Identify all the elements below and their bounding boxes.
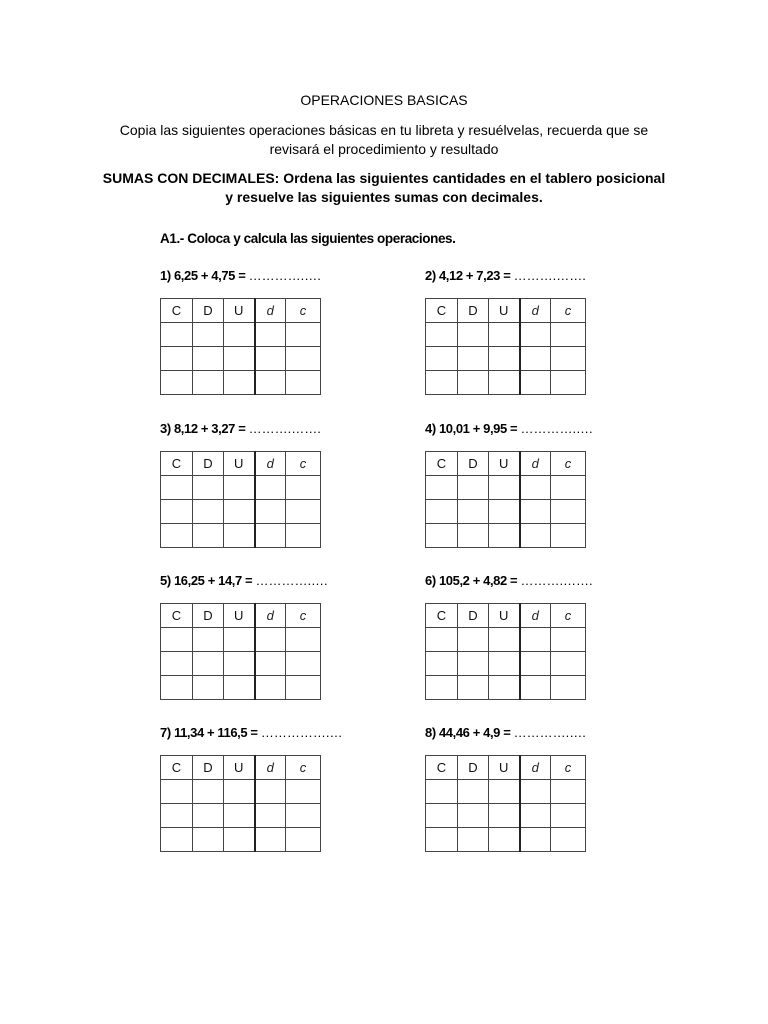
column-header-c: c [286, 756, 321, 780]
place-value-table [425, 451, 586, 548]
answer-cell[interactable] [224, 676, 255, 700]
column-header-C: C [426, 604, 458, 628]
operation-text: 6) 105,2 + 4,82 = [425, 573, 521, 588]
operation-label [160, 725, 342, 741]
column-header-c: c [286, 299, 321, 323]
answer-cell[interactable] [161, 323, 193, 347]
answer-cell[interactable] [193, 500, 224, 524]
exercise-4 [425, 421, 593, 548]
column-header-c: c [551, 604, 586, 628]
column-header-c: c [286, 604, 321, 628]
operation-text: 4) 10,01 + 9,95 = [425, 421, 521, 436]
answer-row [426, 652, 586, 676]
answer-cell[interactable] [224, 628, 255, 652]
answer-cell[interactable] [255, 524, 286, 548]
column-header-C: C [161, 756, 193, 780]
answer-cell[interactable] [193, 804, 224, 828]
answer-cell[interactable] [551, 347, 586, 371]
answer-cell[interactable] [426, 676, 458, 700]
answer-cell[interactable] [426, 828, 458, 852]
operation-label [425, 573, 593, 589]
answer-cell[interactable] [286, 323, 321, 347]
column-header-D: D [193, 452, 224, 476]
column-header-U: U [224, 756, 255, 780]
answer-cell[interactable] [489, 347, 520, 371]
answer-cell[interactable] [520, 347, 551, 371]
column-header-c: c [551, 299, 586, 323]
answer-cell[interactable] [551, 804, 586, 828]
answer-row [426, 347, 586, 371]
section-heading: SUMAS CON DECIMALES: Ordena las siguientes cantidades en el tablero posicional y resuelve las siguientes sumas con decimales. [102, 170, 666, 205]
column-header-C: C [426, 299, 458, 323]
answer-cell[interactable] [458, 780, 489, 804]
answer-cell[interactable] [161, 780, 193, 804]
answer-cell[interactable] [193, 780, 224, 804]
answer-cell[interactable] [224, 524, 255, 548]
answer-cell[interactable] [193, 828, 224, 852]
column-header-D: D [193, 756, 224, 780]
answer-cell[interactable] [458, 500, 489, 524]
answer-cell[interactable] [255, 828, 286, 852]
answer-cell[interactable] [161, 828, 193, 852]
answer-row [426, 676, 586, 700]
answer-cell[interactable] [520, 323, 551, 347]
header-row [426, 452, 586, 476]
answer-row [426, 780, 586, 804]
answer-cell[interactable] [224, 476, 255, 500]
answer-cell[interactable] [286, 476, 321, 500]
answer-cell[interactable] [520, 828, 551, 852]
place-value-table [160, 603, 321, 700]
answer-cell[interactable] [255, 323, 286, 347]
column-header-U: U [224, 452, 255, 476]
header-row [426, 756, 586, 780]
operation-text: 1) 6,25 + 4,75 = [160, 268, 249, 283]
answer-cell[interactable] [520, 652, 551, 676]
answer-cell[interactable] [551, 652, 586, 676]
operation-text: 3) 8,12 + 3,27 = [160, 421, 249, 436]
place-value-table [425, 603, 586, 700]
operation-text: 7) 11,34 + 116,5 = [160, 725, 261, 740]
answer-cell[interactable] [286, 828, 321, 852]
answer-cell[interactable] [161, 371, 193, 395]
answer-cell[interactable] [286, 500, 321, 524]
answer-cell[interactable] [286, 628, 321, 652]
header-row [426, 604, 586, 628]
exercise-7 [160, 725, 342, 852]
answer-cell[interactable] [224, 371, 255, 395]
answer-cell[interactable] [520, 500, 551, 524]
header-row [161, 452, 321, 476]
answer-cell[interactable] [551, 371, 586, 395]
answer-cell[interactable] [458, 371, 489, 395]
answer-row [161, 371, 321, 395]
exercise-2 [425, 268, 586, 395]
answer-blank: ……….……. [248, 421, 321, 436]
answer-cell[interactable] [255, 500, 286, 524]
answer-cell[interactable] [458, 347, 489, 371]
answer-cell[interactable] [161, 676, 193, 700]
answer-cell[interactable] [458, 476, 489, 500]
answer-blank: ……….……. [520, 573, 593, 588]
answer-row [161, 500, 321, 524]
answer-cell[interactable] [255, 780, 286, 804]
answer-row [426, 323, 586, 347]
answer-cell[interactable] [489, 676, 520, 700]
answer-cell[interactable] [426, 628, 458, 652]
answer-cell[interactable] [193, 371, 224, 395]
answer-cell[interactable] [551, 323, 586, 347]
answer-cell[interactable] [520, 628, 551, 652]
answer-cell[interactable] [255, 476, 286, 500]
answer-cell[interactable] [193, 676, 224, 700]
answer-cell[interactable] [551, 828, 586, 852]
answer-cell[interactable] [489, 323, 520, 347]
column-header-C: C [426, 756, 458, 780]
answer-cell[interactable] [286, 676, 321, 700]
answer-cell[interactable] [489, 828, 520, 852]
answer-cell[interactable] [224, 828, 255, 852]
answer-cell[interactable] [520, 780, 551, 804]
header-row [426, 299, 586, 323]
header-row [161, 299, 321, 323]
answer-cell[interactable] [426, 500, 458, 524]
exercise-5 [160, 573, 328, 700]
answer-cell[interactable] [161, 652, 193, 676]
answer-cell[interactable] [551, 500, 586, 524]
answer-cell[interactable] [161, 500, 193, 524]
answer-cell[interactable] [161, 347, 193, 371]
answer-cell[interactable] [286, 780, 321, 804]
answer-cell[interactable] [286, 524, 321, 548]
column-header-C: C [426, 452, 458, 476]
answer-cell[interactable] [458, 323, 489, 347]
column-header-c: c [551, 756, 586, 780]
answer-cell[interactable] [426, 323, 458, 347]
answer-row [161, 323, 321, 347]
answer-cell[interactable] [520, 371, 551, 395]
answer-blank: …………….… [260, 725, 343, 740]
column-header-C: C [161, 299, 193, 323]
answer-cell[interactable] [520, 676, 551, 700]
column-header-U: U [224, 604, 255, 628]
column-header-U: U [489, 299, 520, 323]
answer-cell[interactable] [161, 476, 193, 500]
answer-cell[interactable] [426, 524, 458, 548]
answer-cell[interactable] [193, 628, 224, 652]
place-value-table [425, 298, 586, 395]
answer-row [161, 828, 321, 852]
answer-cell[interactable] [520, 804, 551, 828]
answer-row [161, 780, 321, 804]
answer-cell[interactable] [489, 476, 520, 500]
answer-cell[interactable] [551, 676, 586, 700]
answer-row [426, 524, 586, 548]
answer-cell[interactable] [255, 628, 286, 652]
answer-cell[interactable] [255, 652, 286, 676]
operation-text: 2) 4,12 + 7,23 = [425, 268, 514, 283]
answer-cell[interactable] [426, 371, 458, 395]
answer-row [161, 676, 321, 700]
answer-cell[interactable] [255, 804, 286, 828]
answer-cell[interactable] [286, 371, 321, 395]
operation-text: 8) 44,46 + 4,9 = [425, 725, 514, 740]
place-value-table [160, 451, 321, 548]
column-header-D: D [458, 299, 489, 323]
column-header-d: d [255, 604, 286, 628]
column-header-d: d [255, 756, 286, 780]
answer-cell[interactable] [458, 652, 489, 676]
answer-cell[interactable] [551, 628, 586, 652]
column-header-d: d [520, 452, 551, 476]
answer-cell[interactable] [551, 780, 586, 804]
answer-cell[interactable] [489, 804, 520, 828]
answer-cell[interactable] [458, 628, 489, 652]
answer-blank: ……….……. [513, 268, 586, 283]
operation-label [425, 268, 586, 284]
answer-blank: ………….…. [248, 268, 321, 283]
exercise-6 [425, 573, 593, 700]
column-header-d: d [520, 604, 551, 628]
operation-label [425, 725, 586, 741]
answer-cell[interactable] [551, 524, 586, 548]
place-value-table [160, 298, 321, 395]
answer-cell[interactable] [193, 347, 224, 371]
column-header-U: U [224, 299, 255, 323]
header-row [161, 756, 321, 780]
answer-cell[interactable] [193, 476, 224, 500]
operation-label [160, 268, 321, 284]
page-title: OPERACIONES BASICAS [300, 92, 468, 108]
column-header-C: C [161, 452, 193, 476]
column-header-d: d [520, 756, 551, 780]
answer-cell[interactable] [255, 371, 286, 395]
answer-cell[interactable] [489, 780, 520, 804]
operation-text: 5) 16,25 + 14,7 = [160, 573, 256, 588]
answer-cell[interactable] [551, 476, 586, 500]
answer-cell[interactable] [458, 676, 489, 700]
place-value-table [160, 755, 321, 852]
column-header-c: c [286, 452, 321, 476]
answer-cell[interactable] [224, 780, 255, 804]
header-row [161, 604, 321, 628]
answer-row [161, 347, 321, 371]
answer-cell[interactable] [426, 804, 458, 828]
answer-cell[interactable] [426, 652, 458, 676]
answer-cell[interactable] [489, 524, 520, 548]
column-header-U: U [489, 756, 520, 780]
answer-cell[interactable] [458, 828, 489, 852]
column-header-c: c [551, 452, 586, 476]
answer-cell[interactable] [286, 804, 321, 828]
answer-row [426, 828, 586, 852]
answer-cell[interactable] [520, 524, 551, 548]
answer-row [161, 524, 321, 548]
operation-label [160, 421, 321, 437]
answer-cell[interactable] [255, 347, 286, 371]
place-value-table [425, 755, 586, 852]
answer-blank: ………….…. [520, 421, 593, 436]
answer-cell[interactable] [224, 500, 255, 524]
column-header-d: d [255, 299, 286, 323]
answer-cell[interactable] [520, 476, 551, 500]
answer-row [426, 476, 586, 500]
column-header-D: D [193, 299, 224, 323]
answer-row [426, 500, 586, 524]
answer-cell[interactable] [224, 652, 255, 676]
answer-cell[interactable] [161, 628, 193, 652]
answer-blank: ………….…. [255, 573, 328, 588]
answer-cell[interactable] [489, 371, 520, 395]
answer-cell[interactable] [458, 804, 489, 828]
answer-cell[interactable] [193, 323, 224, 347]
answer-row [161, 628, 321, 652]
answer-cell[interactable] [458, 524, 489, 548]
answer-cell[interactable] [161, 524, 193, 548]
column-header-U: U [489, 452, 520, 476]
answer-cell[interactable] [489, 628, 520, 652]
column-header-d: d [255, 452, 286, 476]
answer-cell[interactable] [224, 323, 255, 347]
answer-cell[interactable] [193, 524, 224, 548]
answer-cell[interactable] [426, 780, 458, 804]
operation-label [160, 573, 328, 589]
answer-row [161, 476, 321, 500]
answer-cell[interactable] [224, 804, 255, 828]
answer-cell[interactable] [426, 347, 458, 371]
answer-cell[interactable] [193, 652, 224, 676]
exercise-3 [160, 421, 321, 548]
instructions-paragraph: Copia las siguientes operaciones básicas en tu libreta y resuélvelas, recuerda que se revisará el procedimiento y resultado [119, 122, 649, 157]
answer-cell[interactable] [426, 476, 458, 500]
column-header-d: d [520, 299, 551, 323]
answer-cell[interactable] [286, 652, 321, 676]
answer-cell[interactable] [255, 676, 286, 700]
column-header-D: D [458, 604, 489, 628]
answer-row [426, 804, 586, 828]
answer-cell[interactable] [224, 347, 255, 371]
operation-label [425, 421, 593, 437]
answer-cell[interactable] [161, 804, 193, 828]
column-header-D: D [458, 452, 489, 476]
answer-cell[interactable] [489, 652, 520, 676]
column-header-U: U [489, 604, 520, 628]
column-header-D: D [193, 604, 224, 628]
answer-blank: ………….…. [513, 725, 586, 740]
activity-title: A1.- Coloca y calcula las siguientes operaciones. [160, 231, 456, 246]
answer-row [426, 371, 586, 395]
answer-row [161, 652, 321, 676]
exercise-1 [160, 268, 321, 395]
exercise-8 [425, 725, 586, 852]
column-header-C: C [161, 604, 193, 628]
answer-row [426, 628, 586, 652]
column-header-D: D [458, 756, 489, 780]
answer-cell[interactable] [489, 500, 520, 524]
answer-cell[interactable] [286, 347, 321, 371]
answer-row [161, 804, 321, 828]
